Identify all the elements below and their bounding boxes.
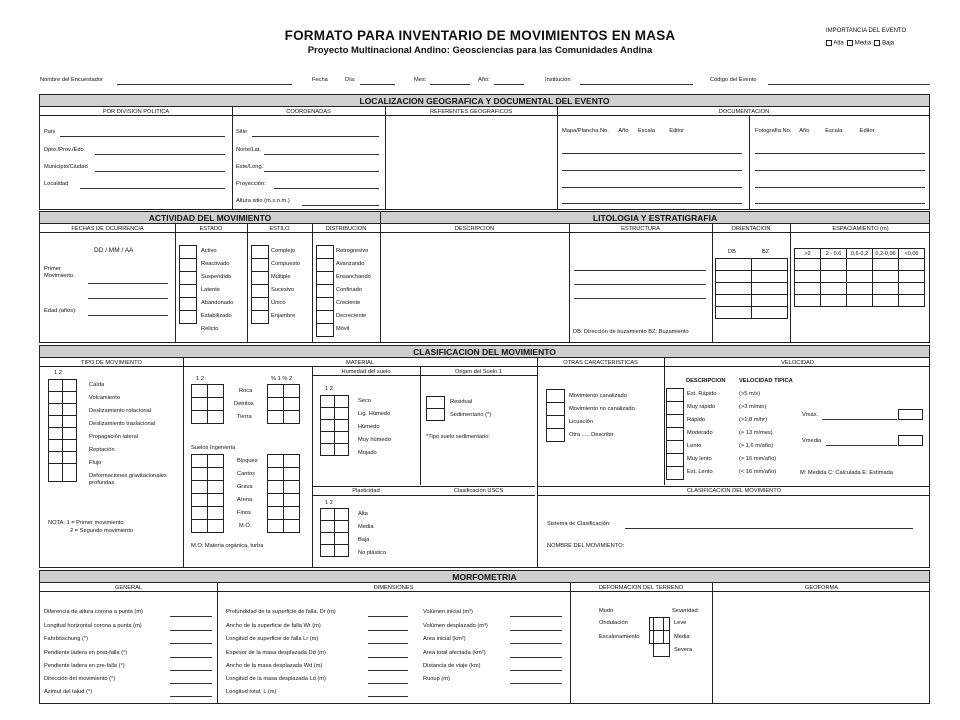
dim2-line-0[interactable]	[510, 616, 562, 617]
otras-describir: Otra ..... Describir	[569, 432, 614, 438]
plast-baja: Baja	[358, 537, 370, 543]
dim2-4: Distancia de viaje (km)	[423, 663, 481, 669]
proyeccion-label: Proyección:	[236, 181, 266, 187]
descripcion-header: DESCRIPCION	[454, 226, 495, 232]
gen-line-5[interactable]	[170, 683, 212, 684]
dim1-line-6[interactable]	[368, 696, 408, 697]
general-header: GENERAL	[114, 585, 143, 591]
estilo-sucesivo: Sucesivo	[271, 287, 295, 293]
localidad-label: Localidad	[44, 181, 69, 187]
pais-label: País	[44, 129, 56, 135]
severidad-header: Severidad	[672, 608, 698, 614]
suelos-grid-12[interactable]	[191, 454, 224, 533]
nota-primer: NOTA: 1 = Primer movimiento	[48, 520, 124, 526]
vel-tip-3: (>1,8 m/hr)	[739, 417, 767, 423]
proyeccion-line[interactable]	[274, 188, 379, 189]
roca-grid-12[interactable]	[191, 384, 224, 424]
orient-bz: BZ	[762, 249, 770, 255]
foto-line-1[interactable]	[755, 153, 925, 154]
pct-label: % 1 % 2	[271, 376, 293, 382]
tipo-mov-header: TIPO DE MOVIMIENTO	[81, 360, 142, 366]
morfometria-title: MORFOMETRIA	[40, 571, 929, 583]
loc-politica-header: POR DIVISION POLITICA	[102, 109, 170, 115]
este-line[interactable]	[264, 171, 379, 172]
vel-tip-4: (> 13 m/mes)	[739, 430, 773, 436]
gen-3: Pendiente ladera en post-falla (°)	[44, 650, 128, 656]
mapa-header: Mapa/Plancha No. Año Escala Editor	[562, 128, 685, 134]
vel-tipica-header: VELOCIDAD TIPICA	[739, 378, 793, 384]
norte-line[interactable]	[264, 154, 379, 155]
actividad-litologia-section	[39, 211, 930, 343]
morfometria-section	[39, 570, 930, 704]
codigo-line[interactable]	[768, 84, 930, 85]
origen-grid[interactable]	[426, 396, 445, 421]
importancia-media-checkbox[interactable]	[847, 40, 853, 46]
vel-ext-rapido: Ext. Rápido	[687, 391, 717, 397]
roca-label: Roca	[239, 388, 253, 394]
dim1-line-0[interactable]	[368, 616, 408, 617]
distrib-decreciente: Decreciente	[336, 313, 367, 319]
pais-line[interactable]	[60, 136, 225, 137]
dim1-0: Profundidad de la superficie de falla, Dr (m)	[226, 609, 336, 615]
estado-activo: Activo	[201, 248, 217, 254]
distrib-avanzando: Avanzando	[336, 261, 365, 267]
sev-leve: Leve	[674, 620, 687, 626]
vel-desc-header: DESCRIPCION	[686, 378, 726, 384]
sev-media: Media	[674, 634, 690, 640]
plast-no: No plástico	[358, 550, 387, 556]
esp-col-5: <0,06	[899, 249, 925, 259]
plast-media: Media	[358, 524, 374, 530]
altura-label: Altura sitio (m.s.n.m.)	[236, 198, 290, 204]
dim1-2: Longitud de superficie de falla Lr (m)	[226, 636, 319, 642]
vel-lento: Lento	[687, 443, 702, 449]
vmedia-label: Vmedia	[802, 438, 822, 444]
distrib-movil: Móvil	[336, 326, 350, 332]
localizacion-section	[39, 94, 930, 210]
dim1-5: Longitud de la masa desplazada Ld (m)	[226, 676, 326, 682]
dim2-line-5[interactable]	[510, 683, 562, 684]
loc-ref-header: REFERENTES GEOGRAFICOS	[429, 109, 513, 115]
estado-checkboxes[interactable]	[179, 245, 197, 324]
otras-header: OTRAS CARACTERISTICAS	[563, 360, 638, 366]
modo-ondulacion: Ondulación	[599, 620, 628, 626]
esp-col-3: 0,6-0,2	[847, 249, 873, 259]
fecha-label: Fecha	[312, 77, 328, 83]
estilo-enjambre: Enjambre	[271, 313, 296, 319]
gen-1: Longitud horizontal corona a punta (m)	[44, 623, 142, 629]
localidad-line[interactable]	[80, 188, 225, 189]
dia-label: Día:	[345, 77, 356, 83]
mo-nota: M.O: Materia orgánica, turba	[191, 543, 264, 549]
modo-header: Modo	[599, 608, 614, 614]
dim1-line-4[interactable]	[368, 670, 408, 671]
orientacion-grid[interactable]	[715, 258, 788, 319]
estado-reactivado: Reactivado	[201, 261, 230, 267]
importancia-baja-checkbox[interactable]	[874, 40, 880, 46]
vel-tip-1: (>5 m/s)	[739, 391, 761, 397]
dim1-line-2[interactable]	[368, 643, 408, 644]
dia-line[interactable]	[360, 84, 395, 85]
tipo-suelo-sed: *Tipo suelo sedimentario:	[426, 434, 490, 440]
gen-line-6[interactable]	[170, 696, 212, 697]
vel-tip-6: (> 16 mm/año)	[739, 456, 777, 462]
material-header: MATERIAL	[345, 360, 375, 366]
vmax-label: Vmáx.	[802, 412, 819, 418]
deformacion-header: DEFORMACION DEL TERRENO	[598, 585, 684, 591]
espaciamiento-header: ESPACIAMIENTO (m)	[832, 226, 889, 232]
vel-muy-rapido: Muy rápido	[687, 404, 716, 410]
orientacion-header: ORIENTACION	[731, 226, 771, 232]
suelo-finos: Finos	[237, 510, 251, 516]
gen-line-3[interactable]	[170, 657, 212, 658]
tipo-reptacion: Reptación	[89, 447, 115, 453]
suelos-label: Suelos Ingeniería	[191, 445, 236, 451]
loc-doc-header: DOCUMENTACION	[718, 109, 770, 115]
gen-line-4[interactable]	[170, 670, 212, 671]
tipo-deformaciones: Deformaciones gravitacionales profundas	[89, 473, 167, 486]
otras-licuacion: Licuación	[569, 419, 594, 425]
uscs-header: Clasificación USCS	[453, 488, 504, 494]
mapa-line-4[interactable]	[562, 203, 742, 204]
otras-no-canalizado: Movimiento no canalizado	[569, 406, 635, 412]
gen-4: Pendiente ladera en pre-falla (°)	[44, 663, 125, 669]
form-title: FORMATO PARA INVENTARIO DE MOVIMIENTOS EN MASA	[284, 28, 676, 43]
roca-grid-pct[interactable]	[267, 384, 300, 424]
estilo-complejo: Complejo	[271, 248, 296, 254]
dim2-2: Area inicial (km²)	[423, 636, 466, 642]
form-subtitle: Proyecto Multinacional Andino: Geosciencias para las Comunidades Andina	[307, 45, 653, 56]
geoforma-header: GEOFORMA	[804, 585, 839, 591]
foto-line-4[interactable]	[755, 203, 925, 204]
dimensiones-header: DIMENSIONES	[373, 585, 414, 591]
institucion-line[interactable]	[580, 84, 693, 85]
estilo-header: ESTILO	[269, 226, 290, 232]
vel-leyenda: M: Medida C: Calculada E: Estimada	[800, 470, 893, 476]
tipo-cols-label: 1 2	[54, 370, 62, 376]
dim2-0: Volúmen inicial (m³)	[423, 609, 473, 615]
dim1-1: Ancho de la superficie de falla Wr (m)	[226, 623, 321, 629]
espaciamiento-grid[interactable]	[794, 248, 925, 307]
encuestador-label: Nombre del Encuestador	[40, 77, 103, 83]
suelo-mo: M.O.	[239, 523, 252, 529]
tipo-traslacional: Deslizamiento traslacional	[89, 421, 156, 427]
importancia-label: IMPORTANCIA DEL EVENTO	[826, 28, 907, 34]
municipio-label: Municipio/Ciudad	[44, 164, 88, 170]
estado-latente: Latente	[201, 287, 220, 293]
importancia-options: Alta Media Baja	[826, 40, 894, 47]
dim2-line-4[interactable]	[510, 670, 562, 671]
esp-col-1: >2	[795, 249, 821, 259]
suelo-bloques: Bloques	[237, 458, 258, 464]
origen-header: Origen del Suelo 1	[454, 369, 503, 375]
tipo-caida: Caída	[89, 382, 105, 388]
norte-label: Norte/Lat.	[236, 147, 261, 153]
detritos-label: Detritos	[234, 401, 254, 407]
vmax-box[interactable]	[898, 409, 923, 420]
foto-line-2[interactable]	[755, 170, 925, 171]
vmedia-box[interactable]	[898, 435, 923, 446]
severidad-grid[interactable]	[653, 617, 670, 657]
tierra-label: Tierra	[237, 414, 252, 420]
dim2-line-2[interactable]	[510, 643, 562, 644]
distrib-creciente: Creciente	[336, 300, 361, 306]
suelo-cantos: Cantos	[237, 471, 256, 477]
suelos-grid-pct[interactable]	[267, 454, 300, 533]
ddmmaa-label: DD / MM / AA	[94, 247, 134, 254]
vel-moderado: Moderado	[687, 430, 713, 436]
humedad-muy: Muy húmedo	[358, 437, 391, 443]
suelo-arena: Arena	[237, 497, 253, 503]
dim2-1: Volúmen desplazado (m³)	[423, 623, 488, 629]
dim2-line-3[interactable]	[510, 657, 562, 658]
ano-line[interactable]	[494, 84, 524, 85]
origen-sedimentario: Sedimentario (*)	[450, 412, 492, 418]
vel-tip-2: (>3 m/min)	[739, 404, 767, 410]
estado-relicto: Relicto	[201, 326, 219, 332]
gen-2: Fahrböschung (°)	[44, 636, 89, 642]
vel-tip-7: (< 16 mm/año)	[739, 469, 777, 475]
mapa-line-2[interactable]	[562, 170, 742, 171]
estilo-multiple: Múltiple	[271, 274, 291, 280]
estructura-header: ESTRUCTURA	[621, 226, 660, 232]
origen-residual: Residual	[450, 399, 473, 405]
distribucion-checkboxes[interactable]	[316, 245, 334, 337]
roca-cols-label: 1 2	[196, 376, 204, 382]
sev-severa: Severa	[674, 647, 693, 653]
humedad-mojado: Mojado	[358, 450, 377, 456]
gen-0: Diferencia de altura corona a punta (m)	[44, 609, 143, 615]
plast-alta: Alta	[358, 511, 368, 517]
este-label: Este/Long.	[236, 164, 264, 170]
dim1-line-5[interactable]	[368, 683, 408, 684]
nombre-mov-label: NOMBRE DEL MOVIMIENTO:	[547, 543, 625, 549]
humedad-lig: Lig. Húmedo	[358, 411, 391, 417]
dim1-6: Longitud total, L (m)	[226, 689, 277, 695]
foto-line-3[interactable]	[755, 187, 925, 188]
primer-mov-line-2[interactable]	[88, 298, 168, 299]
distrib-confinado: Confinado	[336, 287, 362, 293]
estilo-compuesto: Compuesto	[271, 261, 301, 267]
tipo-volcamiento: Volcamiento	[89, 395, 120, 401]
vel-tip-5: (> 1,6 m/año)	[739, 443, 773, 449]
esp-col-4: 0,2-0,06	[873, 249, 899, 259]
humedad-cols-label: 1 2	[325, 386, 333, 392]
mapa-line-1[interactable]	[562, 153, 742, 154]
gen-6: Azimut del talud (°)	[44, 689, 93, 695]
mes-line[interactable]	[430, 84, 470, 85]
edad-line[interactable]	[88, 315, 168, 316]
foto-header: Fotografía No. Año Escala Editor	[755, 128, 875, 134]
encuestador-line[interactable]	[117, 84, 292, 85]
sitio-line[interactable]	[252, 136, 379, 137]
municipio-line[interactable]	[95, 171, 225, 172]
dim1-4: Ancho de la masa desplazada Wd (m)	[226, 663, 323, 669]
vmax-line[interactable]	[822, 419, 897, 420]
humedad-grid[interactable]	[320, 395, 349, 456]
vmedia-line[interactable]	[826, 445, 897, 446]
loc-coord-header: COORDENADAS	[286, 109, 331, 115]
estado-header: ESTADO	[199, 226, 223, 232]
otras-grid[interactable]	[546, 389, 565, 442]
dpto-line[interactable]	[95, 154, 225, 155]
estilo-unico: Único	[271, 300, 286, 306]
estado-estabilizado: Estabilizado	[201, 313, 232, 319]
sistema-line[interactable]	[625, 528, 913, 529]
estructura-line-3[interactable]	[574, 298, 706, 299]
estilo-checkboxes[interactable]	[251, 245, 269, 324]
mapa-line-3[interactable]	[562, 187, 742, 188]
sistema-label: Sistema de Clasificación:	[547, 521, 611, 527]
actividad-title: ACTIVIDAD DEL MOVIMIENTO	[40, 212, 380, 224]
distribucion-header: DISTRIBUCION	[325, 226, 367, 232]
mes-label: Mes:	[414, 77, 427, 83]
dim2-3: Area total afectada (km²)	[423, 650, 486, 656]
plast-cols-label: 1 2	[325, 500, 333, 506]
tipo-propagacion: Propagación lateral	[89, 434, 139, 440]
humedad-header: Humedad del suelo	[341, 369, 391, 375]
tipo-rotacional: Deslizamiento rotacional	[89, 408, 151, 414]
estructura-line-1[interactable]	[574, 270, 706, 271]
vel-ext-lento: Ext. Lento	[687, 469, 713, 475]
modo-escalonamiento: Escalonamiento	[599, 634, 640, 640]
primer-mov-line-1[interactable]	[88, 283, 168, 284]
clasificacion-section	[39, 345, 930, 568]
vel-rapido: Rápido	[687, 417, 706, 423]
plasticidad-header: Plasticidad	[352, 488, 380, 494]
dpto-label: Dpto./Prov./Edo.	[44, 147, 86, 153]
edad-label: Edad (años):	[44, 308, 77, 314]
dim2-line-1[interactable]	[510, 630, 562, 631]
dim1-3: Espesor de la masa desplazada Dd (m)	[226, 650, 326, 656]
importancia-alta-checkbox[interactable]	[826, 40, 832, 46]
fechas-header: FECHAS DE OCURRENCIA	[71, 226, 144, 232]
dim1-line-3[interactable]	[368, 657, 408, 658]
ano-label: Año:	[478, 77, 490, 83]
otras-canalizado: Movimiento canalizado	[569, 393, 627, 399]
clasmov-header: CLASIFICACION DEL MOVIMIENTO	[686, 488, 782, 494]
estado-abandonado: Abandonado	[201, 300, 234, 306]
sitio-label: Sitio	[236, 129, 248, 135]
plasticidad-grid[interactable]	[320, 508, 349, 557]
velocidad-grid[interactable]	[666, 388, 684, 480]
gen-line-1[interactable]	[170, 630, 212, 631]
dim2-5: Runup (m)	[423, 676, 450, 682]
buzamiento-nota: DB: Dirección de buzamiento BZ: Buzamiento	[573, 329, 689, 335]
distrib-retrogresivo: Retrogresivo	[336, 248, 369, 254]
tipo-mov-grid[interactable]	[48, 379, 77, 482]
gen-line-2[interactable]	[170, 643, 212, 644]
primer-mov-label: Primer Movimiento:	[44, 266, 75, 279]
distrib-ensanchando: Ensanchando	[336, 274, 371, 280]
gen-line-0[interactable]	[170, 616, 212, 617]
nota-segundo: 2 = Segundo movimiento	[70, 528, 134, 534]
dim1-line-1[interactable]	[368, 630, 408, 631]
orient-db: DB	[728, 249, 736, 255]
localizacion-title: LOCALIZACION GEOGRAFICA Y DOCUMENTAL DEL EVENTO	[40, 95, 929, 107]
estructura-line-2[interactable]	[574, 284, 706, 285]
litologia-title: LITOLOGIA Y ESTRATIGRAFIA	[380, 212, 929, 224]
estado-suspendido: Suspendido	[201, 274, 232, 280]
clasificacion-title: CLASIFICACION DEL MOVIMIENTO	[40, 346, 929, 358]
humedad-humedo: Húmedo	[358, 424, 380, 430]
codigo-label: Código del Evento	[710, 77, 757, 83]
suelo-grava: Grava	[237, 484, 253, 490]
institucion-label: Institución	[545, 77, 571, 83]
humedad-seco: Seco	[358, 398, 371, 404]
altura-line[interactable]	[302, 205, 379, 206]
velocidad-header: VELOCIDAD	[781, 360, 814, 366]
tipo-flujo: Flujo	[89, 460, 102, 466]
gen-5: Dirección del movimiento (°)	[44, 676, 116, 682]
esp-col-2: 2 - 0.6	[821, 249, 847, 259]
vel-muy-lento: Muy lento	[687, 456, 712, 462]
